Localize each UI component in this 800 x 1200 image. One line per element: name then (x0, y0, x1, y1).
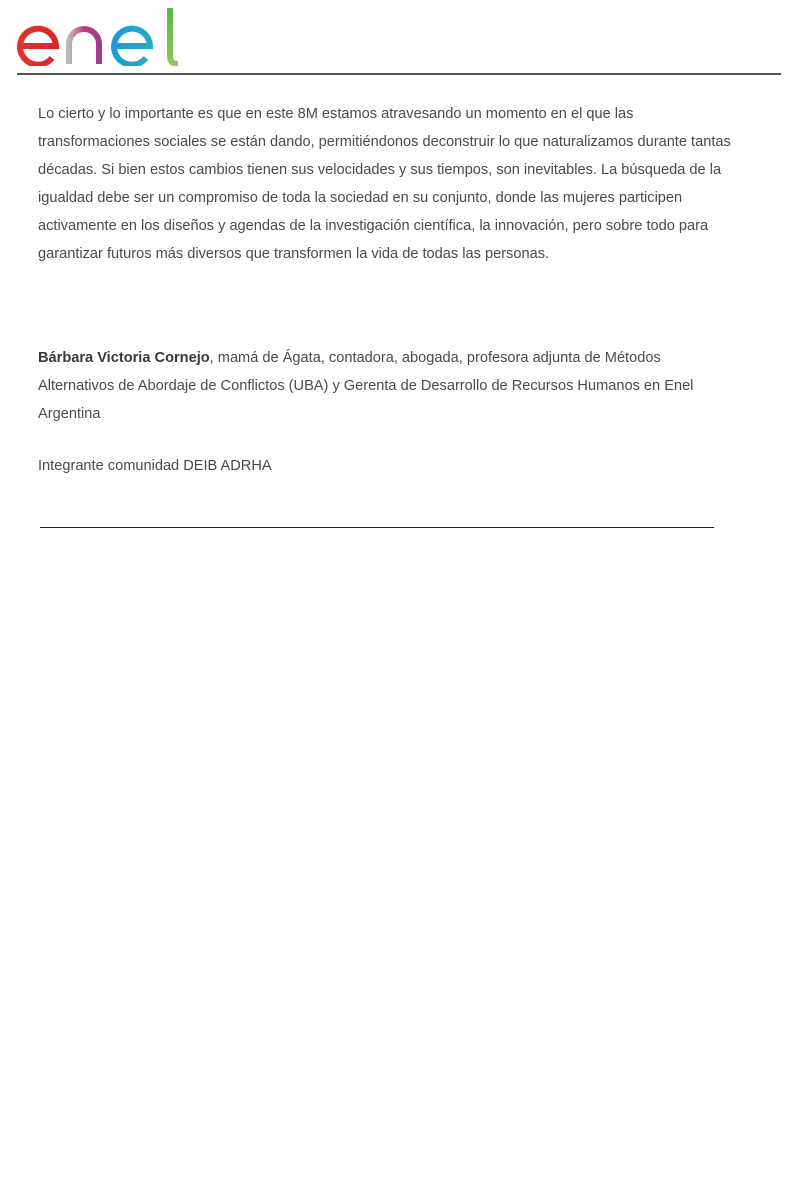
author-paragraph (38, 344, 728, 428)
enel-logo-icon[interactable] (16, 4, 182, 66)
footer-divider (40, 527, 714, 528)
author-bio: , mamá de Ágata, contadora, abogada, profesora adjunta de Métodos Alternativos de Abordaje de Conflictos (UBA) y Gerenta de Desarrollo de Recursos Humanos en Enel Argentina (38, 350, 694, 422)
author-name: Bárbara Victoria Cornejo (38, 350, 210, 366)
intro-paragraph: Lo cierto y lo importante es que en este 8M estamos atravesando un momento en el que las transformaciones sociales se están dando, permitiéndonos deconstruir lo que naturalizamos durante tantas décadas. Si bien estos cambios tienen sus velocidades y sus tiempos, son inevitables. La búsqueda de la igualdad debe ser un compromiso de toda la sociedad en su conjunto, donde las mujeres participen activamente en los diseños y agendas de la investigación científica, la innovación, pero sobre todo para garantizar futuros más diversos que transformen la vida de todas las personas. (38, 106, 731, 262)
header-divider (17, 73, 781, 75)
page-header (0, 0, 800, 76)
community-line: Integrante comunidad DEIB ADRHA (38, 458, 272, 474)
